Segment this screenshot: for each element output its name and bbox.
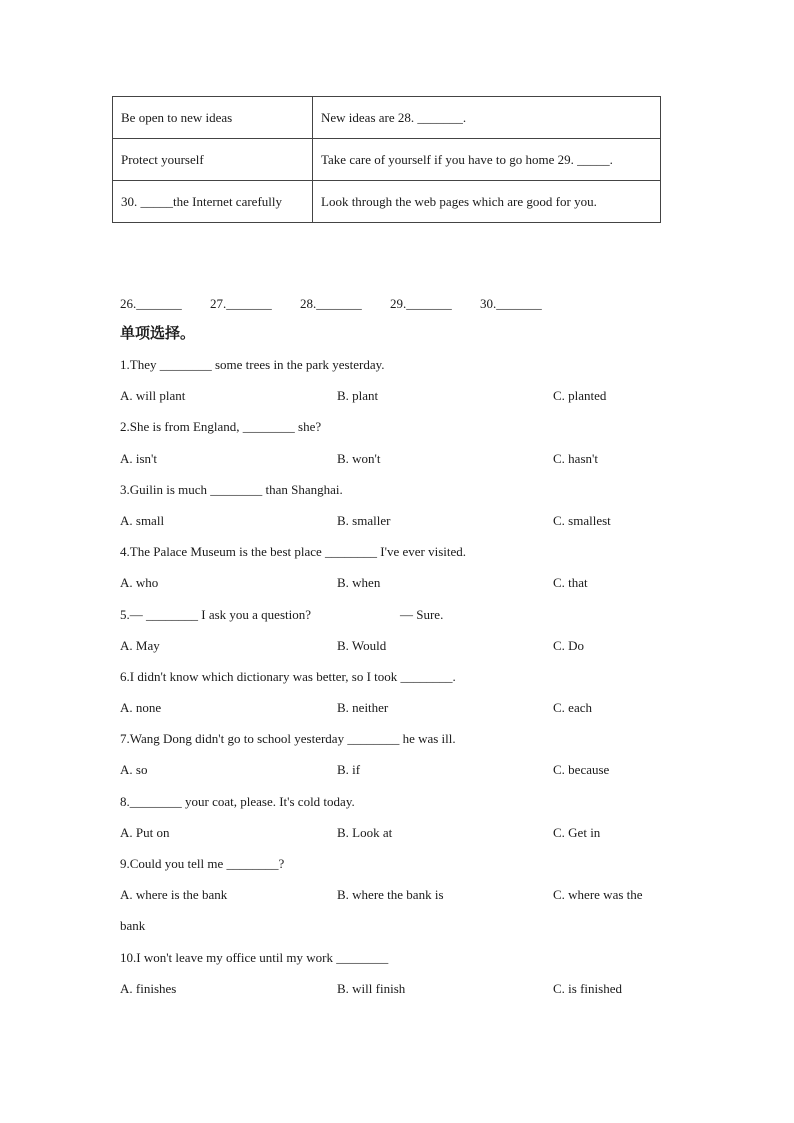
table-row [113,97,661,139]
question-stem: 6.I didn't know which dictionary was better, so I took ________. [120,668,456,684]
option-a: A. will plant [120,388,186,404]
question-options [120,824,680,855]
question-stem: 5.— ________ I ask you a question? [120,606,312,622]
table-cell-left: 30. _____the Internet carefully [113,181,313,223]
option-a: A. so [120,762,148,778]
option-b: B. won't [337,450,381,466]
option-b: B. if [337,762,361,778]
option-c: C. Do [553,637,585,653]
option-c: C. where was the [553,887,643,903]
option-a: A. small [120,512,165,528]
question-options [120,980,680,1011]
option-a: A. finishes [120,980,177,996]
option-a: A. who [120,575,159,591]
question-stem: 9.Could you tell me ________? [120,856,285,871]
option-b: B. Would [337,637,387,653]
option-b: B. Look at [337,824,393,840]
info-table [112,96,661,223]
section-title: 单项选择。 [120,324,196,342]
question-options [120,699,680,730]
question-stem: 7.Wang Dong didn't go to school yesterday ________ he was ill. [120,731,456,747]
option-b: B. plant [337,388,379,404]
option-c: C. smallest [553,512,611,528]
option-a: A. where is the bank [120,887,228,903]
option-c: C. planted [553,388,607,404]
question-response: — Sure. [400,606,444,622]
option-c: C. is finished [553,980,622,996]
table-cell-right: New ideas are 28. _______. [313,97,661,139]
option-c: C. hasn't [553,450,598,466]
question-options [120,886,680,917]
table-cell-left: Be open to new ideas [113,97,313,139]
option-c-wrap: bank [120,918,146,934]
option-c: C. because [553,762,610,778]
option-b: B. smaller [337,512,391,528]
question-options [120,512,680,543]
table-row [113,181,661,223]
question-stem: 2.She is from England, ________ she? [120,419,322,435]
table-cell-right: Take care of yourself if you have to go home 29. _____. [313,139,661,181]
question-options [120,387,680,418]
answer-blank: 27._______ [210,296,272,311]
question-stem: 4.The Palace Museum is the best place ________ I've ever visited. [120,544,467,560]
question-stem: 1.They ________ some trees in the park yesterday. [120,357,385,372]
question-stem: 3.Guilin is much ________ than Shanghai. [120,481,343,497]
answer-blank: 30._______ [480,296,542,311]
option-c: C. that [553,575,588,591]
option-b: B. will finish [337,980,406,996]
option-a: A. Put on [120,824,170,840]
question-line [120,606,680,637]
option-a: A. May [120,637,160,653]
answer-blank: 28._______ [300,296,362,311]
table-cell-right: Look through the web pages which are good for you. [313,181,661,223]
question-options [120,574,680,605]
option-c: C. each [553,700,592,716]
question-options [120,450,680,481]
table-row [113,139,661,181]
question-stem: 8.________ your coat, please. It's cold today. [120,793,355,809]
table-cell-left: Protect yourself [113,139,313,181]
option-b: B. where the bank is [337,887,444,903]
question-options [120,637,680,668]
answer-blanks [120,296,570,312]
answer-blank: 29._______ [390,296,452,311]
answer-blank: 26._______ [120,296,182,311]
option-a: A. none [120,700,162,716]
question-stem: 10.I won't leave my office until my work ________ [120,949,389,965]
question-options [120,761,680,792]
option-a: A. isn't [120,450,158,466]
option-b: B. neither [337,700,389,716]
option-c: C. Get in [553,824,601,840]
question-list [120,356,680,1011]
option-b: B. when [337,575,381,591]
